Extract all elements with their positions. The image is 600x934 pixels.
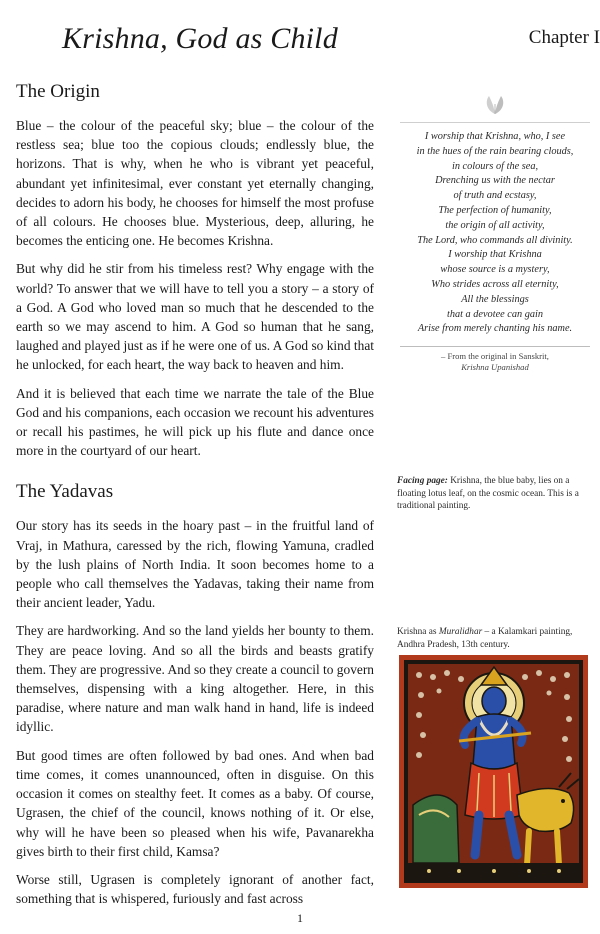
source-title: Krishna Upanishad bbox=[461, 362, 529, 373]
leaf-ornament-icon bbox=[400, 94, 590, 118]
poem-line: The perfection of humanity, bbox=[438, 204, 552, 216]
poem-line: The Lord, who commands all divinity. bbox=[417, 234, 573, 246]
poem-line: Arise from merely chanting his name. bbox=[417, 323, 573, 335]
source-line: – From the original in Sanskrit, bbox=[441, 351, 549, 362]
paragraph: But why did he stir from his timeless rest? Why engage with the world? To answer that we will have to tell you a story – a story of a God. A God who loved man so much that he descended to the earth so we may ascend to him. A God so human that he sang, laughed and played just as if he were one of us. A God so kind that he unlocked, for each heart, the way back to heaven and him. bbox=[16, 261, 374, 373]
chapter-label: Chapter I bbox=[528, 27, 600, 48]
main-column bbox=[16, 80, 374, 917]
page-number: 1 bbox=[297, 911, 303, 925]
facing-page-caption bbox=[397, 475, 593, 513]
poem-line: whose source is a mystery, bbox=[440, 264, 550, 276]
section-heading-yadavas: The Yadavas bbox=[16, 481, 114, 503]
poem-line: All the blessings bbox=[461, 293, 529, 305]
facing-page-text: Krishna, the blue baby, lies on a floating lotus leaf, on the cosmic ocean. This is a traditional painting. bbox=[397, 476, 579, 512]
paragraph: They are hardworking. And so the land yields her bounty to them. They are peace loving. And so all the birds and beasts gratify them. They are progressive. And so they create a council to govern themselves, dispensing with a king altogether. Here, in this paradise, where nature and man walk hand in hand, life is indeed idyllic. bbox=[16, 623, 374, 735]
divider bbox=[400, 122, 590, 123]
kalamkari-painting-image bbox=[399, 655, 588, 888]
paragraph: Our story has its seeds in the hoary past – in the fruitful land of Vraj, in Mathura, caressed by the rich, flowing Yamuna, cradled by the lush plains of North India. It soon becomes home to a people who call themselves the Yadavas, taking their name from their ancient leader, Yadu. bbox=[16, 518, 374, 611]
poem-source bbox=[400, 351, 590, 373]
caption-pre: Krishna as bbox=[397, 627, 439, 637]
paragraph: But good times are often followed by bad ones. And when bad time comes, it comes unannounced, often in disguise. On this occasion it comes on stealthy feet. It comes as a baby. Of course, Ugrasen, the chief of the council, knows nothing of it. Or else, why will he have been so pleased when his wife, Pavanarekha gives birth to their first child, Kamsa? bbox=[16, 747, 374, 859]
sidebar-poem-box bbox=[400, 94, 590, 373]
caption-italic: Muralidhar bbox=[438, 627, 483, 637]
paragraph: Blue – the colour of the peaceful sky; blue – the colour of the restless sea; blue too the copious clouds; endlessly blue, the horizons. That is why, when he who is vibrant yet peaceful, abundant yet infinitesimal, ever constant yet eternally changing, decides to adorn his body, he chooses for himself the most profuse of all colours. He chooses blue. Mysterious, deep, alluring, he becomes the enticing one. He becomes Krishna. bbox=[16, 118, 374, 249]
poem-line: that a devotee can gain bbox=[446, 308, 544, 320]
poem-line: in colours of the sea, bbox=[451, 160, 539, 172]
poem-line: I worship that Krishna, who, I see bbox=[424, 131, 566, 142]
page-title: Krishna, God as Child bbox=[62, 22, 338, 55]
facing-page-label: Facing page: bbox=[397, 476, 448, 486]
paragraph: Worse still, Ugrasen is completely ignorant of another fact, something that is whispered, furiously and fast across bbox=[16, 871, 374, 907]
paragraph: And it is believed that each time we narrate the tale of the Blue God and his companions, each occasion we recount his adventures or recall his pastimes, he will pick up his flute and dance once more in the courtyard of our heart. bbox=[16, 385, 374, 459]
section-heading-origin: The Origin bbox=[16, 81, 100, 102]
caption-post: – a Kalamkari painting, Andhra Pradesh, 13th century. bbox=[397, 627, 573, 650]
poem-line: in the hues of the rain bearing clouds, bbox=[416, 145, 574, 157]
painting-caption bbox=[397, 626, 597, 651]
divider bbox=[400, 346, 590, 347]
poem-line: of truth and ecstasy, bbox=[453, 190, 537, 202]
poem-line: Drenching us with the nectar bbox=[435, 175, 555, 187]
poem-line: Who strides across all eternity, bbox=[431, 278, 559, 290]
poem-line: I worship that Krishna bbox=[448, 249, 542, 261]
poem-line: the origin of all activity, bbox=[445, 219, 545, 231]
sidebar-poem bbox=[400, 130, 590, 337]
